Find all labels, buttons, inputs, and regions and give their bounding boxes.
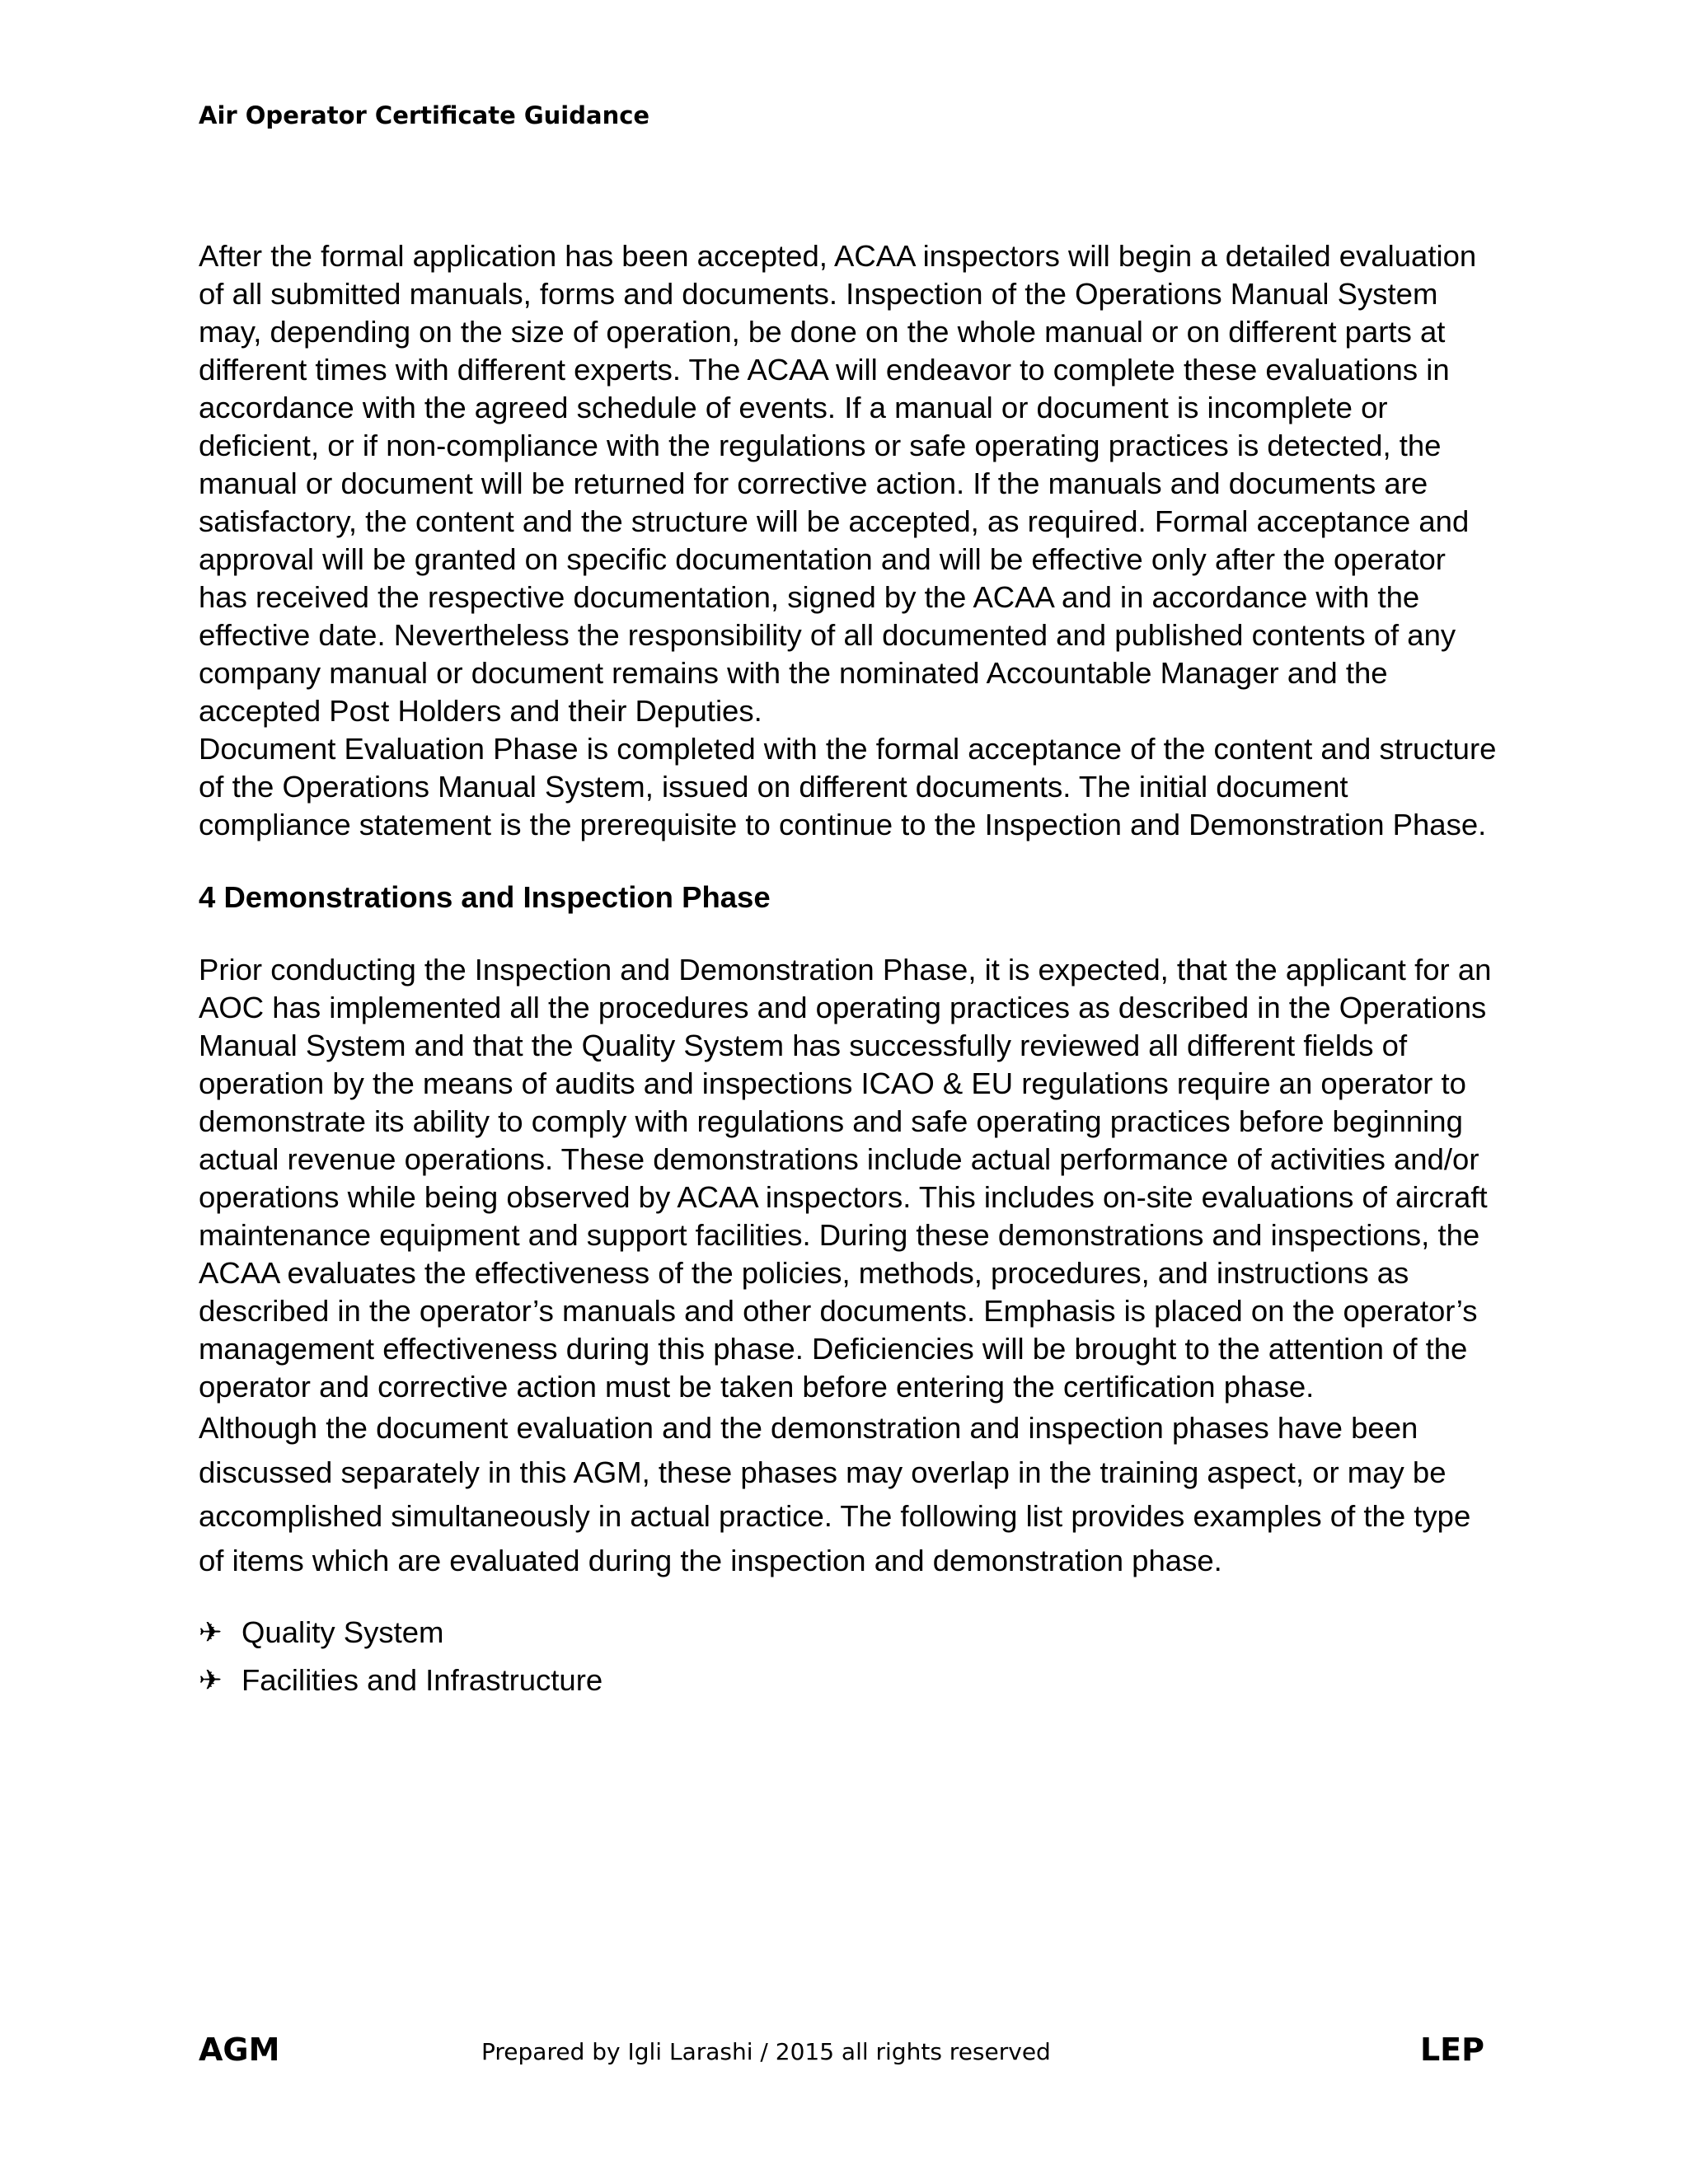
airplane-icon: ✈ — [199, 1617, 223, 1648]
footer-right-label: LEP — [1419, 2032, 1484, 2068]
list-item — [199, 1609, 1501, 1657]
footer-copyright: Prepared by Igli Larashi / 2015 all rights reserved — [481, 2038, 1051, 2065]
airplane-icon: ✈ — [199, 1665, 223, 1696]
page-footer — [199, 2029, 1484, 2079]
paragraph-inspection-demonstration: Prior conducting the Inspection and Demonstration Phase, it is expected, that the applicant for an AOC has implemented all the procedures and operating practices as described in the Operations Manual System and that the Quality System has successfully reviewed all different fields of operation by the means of audits and inspections ICAO & EU regulations require an operator to demonstrate its ability to comply with regulations and safe operating practices before beginning actual revenue operations. These demonstrations include actual performance of activities and/or operations while being observed by ACAA inspectors. This includes on-site evaluations of aircraft maintenance equipment and support facilities. During these demonstrations and inspections, the ACAA evaluates the effectiveness of the policies, methods, procedures, and instructions as described in the operator’s manuals and other documents. Emphasis is placed on the operator’s management effectiveness during this phase. Deficiencies will be brought to the attention of the operator and corrective action must be taken before entering the certification phase. — [199, 953, 1492, 1404]
section-heading: 4 Demonstrations and Inspection Phase — [199, 880, 771, 914]
list-item-label: Facilities and Infrastructure — [241, 1663, 603, 1697]
paragraph-document-evaluation-phase: Document Evaluation Phase is completed with the formal acceptance of the content and structure of the Operations Manual System, issued on different documents. The initial document compliance statement is the prerequisite to continue to the Inspection and Demonstration Phase. — [199, 732, 1497, 841]
paragraph-application-evaluation: After the formal application has been accepted, ACAA inspectors will begin a detailed evaluation of all submitted manuals, forms and documents. Inspection of the Operations Manual System may, depending on the size of operation, be done on the whole manual or on different parts at different times with different experts. The ACAA will endeavor to complete these evaluations in accordance with the agreed schedule of events. If a manual or document is incomplete or deficient, or if non-compliance with the regulations or safe operating practices is detected, the manual or document will be returned for corrective action. If the manuals and documents are satisfactory, the content and the structure will be accepted, as required. Formal acceptance and approval will be granted on specific documentation and will be effective only after the operator has received the respective documentation, signed by the ACAA and in accordance with the effective date. Nevertheless the responsibility of all documented and published contents of any company manual or document remains with the nominated Accountable Manager and the accepted Post Holders and their Deputies. — [199, 239, 1477, 728]
list-item — [199, 1657, 1501, 1704]
document-header-title: Air Operator Certificate Guidance — [199, 101, 650, 129]
paragraph-phases-overlap: Although the document evaluation and the demonstration and inspection phases have been discussed separately in this AGM, these phases may overlap in the training aspect, or may be accomplished simultaneously in actual practice. The following list provides examples of the type of items which are evaluated during the inspection and demonstration phase. — [199, 1411, 1471, 1577]
evaluated-items-list — [199, 1609, 1501, 1704]
document-body — [199, 237, 1501, 1704]
list-item-label: Quality System — [241, 1615, 444, 1649]
footer-left-label: AGM — [199, 2032, 280, 2068]
